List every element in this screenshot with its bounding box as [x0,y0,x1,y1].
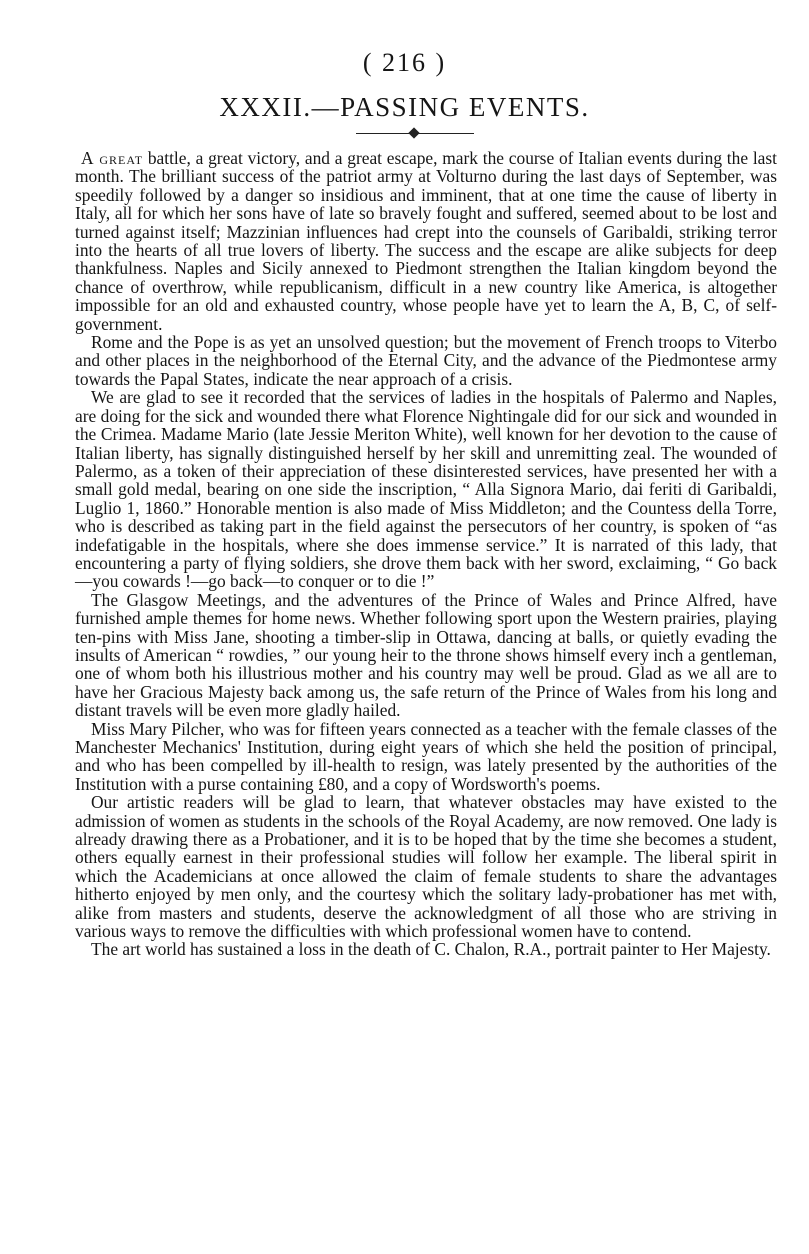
paragraph-prince-of-wales: The Glasgow Meetings, and the adventures of the Prince of Wales and Prince Alfred, have furnished ample themes for home news. Whether following sport upon the Western prairies, playing ten-pins with Miss Jane, shooting a timber-slip in Ottawa, dancing at balls, or quietly evading the insults of American “ rowdies, ” our young heir to the throne shows himself every inch a gentleman, one of whom both his illustrious mother and his country may well be proud. Glad as we all are to have her Gracious Majesty back among us, the safe return of the Prince of Wales from his long and distant travels will be even more gladly hailed. [75,589,777,721]
paragraph-text: battle, a great victory, and a great escape, mark the course of Italian events during the last month. The brilliant success of the patriot army at Volturno during the last days of September, was speedily followed by a danger so insidious and imminent, that at one time the cause of liberty in Italy, all for which her sons have of late so bravely fought and suffered, seemed about to be lost and turned against itself; Mazzinian influences had crept into the counsels of Garibaldi, striking terror into the hearts of all true lovers of liberty. The success and the escape are alike subjects for deep thankfulness. Naples and Sicily annexed to Piedmont strengthen the Italian kingdom beyond the chance of overthrow, while republicanism, difficult in a new country like America, is altogether impossible for an old and exhausted country, whose people have yet to learn the A, B, C, of self-government. [75,148,777,334]
paragraph-italian-events [75,149,777,333]
paragraph-chalon: The art world has sustained a loss in the death of C. Chalon, R.A., portrait painter to Her Majesty. [91,939,771,960]
opening-word: A great [81,148,144,168]
article-body [75,149,777,959]
paragraph-hospital-ladies: We are glad to see it recorded that the services of ladies in the hospitals of Palermo and Naples, are doing for the sick and wounded there what Florence Nightingale did for our sick and wounded in the Crimea. Madame Mario (late Jessie Meriton White), well known for her devotion to the cause of Italian liberty, has signally distinguished herself by her skill and unremitting zeal. The wounded of Palermo, as a token of their appreciation of these disinterested services, have presented her with a small gold medal, bearing on one side the inscription, “ Alla Signora Mario, dai feriti di Garibaldi, Luglio 1, 1860.” Honorable mention is also made of Miss Middleton; and the Countess della Torre, who is described as taking part in the field against the persecutors of her country, is spoken of “as indefatigable in the hospitals, where she does immense service.” It is narrated of this lady, that encountering a party of flying soldiers, she drove them back with her sword, exclaiming, “ Go back—you cowards !—go back—to conquer or to die !” [75,387,777,592]
paragraph-rome-pope: Rome and the Pope is as yet an unsolved question; but the movement of French troops to Viterbo and other places in the neighborhood of the Eternal City, and the advance of the Piedmontese army towards the Papal States, indicate the near approach of a crisis. [75,332,777,389]
paragraph-royal-academy: Our artistic readers will be glad to learn, that whatever obstacles may have existed to the admission of women as students in the schools of the Royal Academy, are now removed. One lady is already drawing there as a Probationer, and it is to be hoped that by the time she becomes a student, others equally earnest in their professional studies will follow her example. The liberal spirit in which the Academicians at once allowed the claim of female students to share the advantages hitherto enjoyed by men only, and the courtesy which the solitary lady-probationer has met with, alike from masters and students, deserve the acknowledgment of all those who are striving in various ways to remove the difficulties with which professional women have to contend. [75,792,777,942]
page-number: ( 216 ) [362,48,447,77]
rule-ornament [408,127,419,138]
paragraph-mary-pilcher: Miss Mary Pilcher, who was for fifteen years connected as a teacher with the female classes of the Manchester Mechanics' Institution, during eight years of which she held the position of principal, and who has been compelled by ill-health to resign, was lately presented by the authorities of the Institution with a purse containing £80, and a copy of Wordsworth's poems. [75,718,777,794]
chapter-title: XXXII.—PASSING EVENTS. [219,92,590,122]
